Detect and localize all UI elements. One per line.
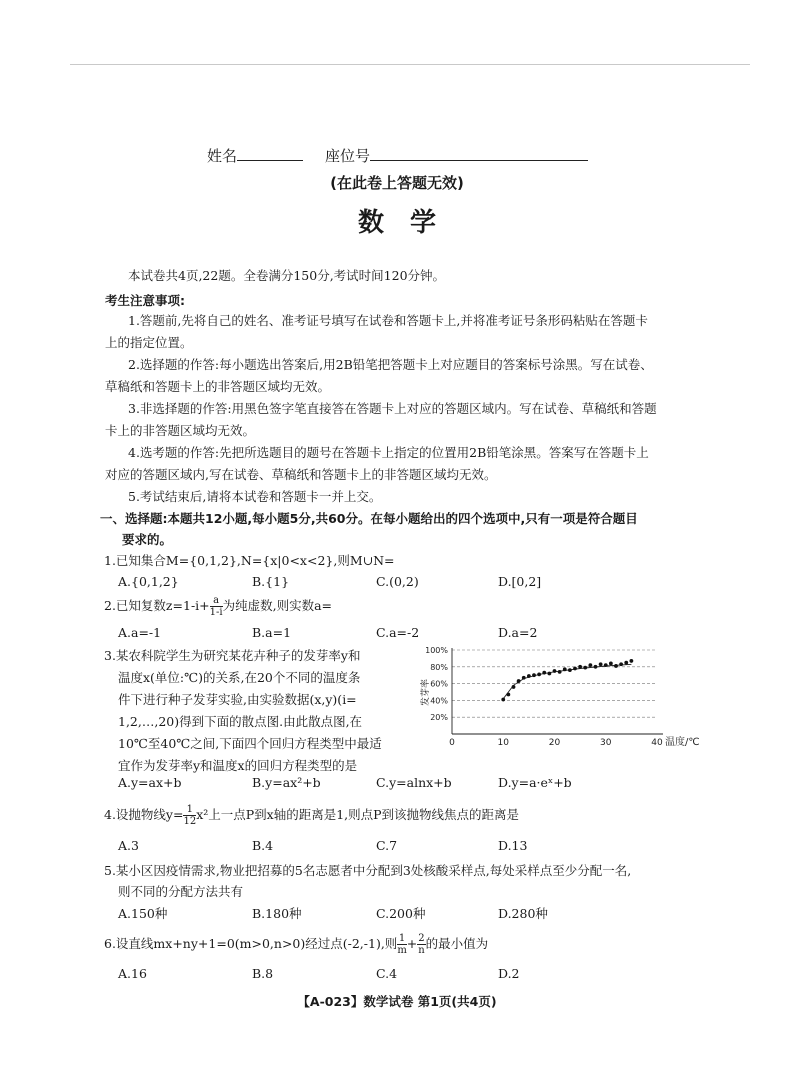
- x-tick-label: 10: [497, 738, 509, 748]
- question-3-line: 件下进行种子发芽实验,由实验数据(x,y)(i=: [118, 692, 357, 707]
- q2-option-c: C.a=-2: [376, 625, 420, 640]
- q2-option-b: B.a=1: [252, 625, 292, 640]
- y-tick-label: 20%: [430, 713, 448, 723]
- note-line: 卡上的非答题区域均无效。: [105, 423, 256, 438]
- q4-option-b: B.4: [252, 838, 274, 853]
- question-3-line: 10℃至40℃之间,下面四个回归方程类型中最适: [118, 736, 382, 751]
- name-field-label: 姓名: [207, 145, 303, 166]
- data-point: [619, 662, 623, 666]
- q2-option-d: D.a=2: [498, 625, 538, 640]
- data-point: [527, 674, 531, 678]
- data-point: [553, 669, 557, 673]
- subject-title: 数学: [357, 208, 462, 238]
- q3-option-b: B.y=ax²+b: [252, 775, 321, 790]
- q5-option-d: D.280种: [498, 906, 548, 921]
- notes-title: 考生注意事项:: [105, 293, 185, 308]
- x-tick-label: 30: [600, 738, 612, 748]
- question-4-stem: 4.设抛物线y= $\frac{1}{12}$ x²上一点P到x轴的距离是1,则点P到该抛物线焦点的距离是: [104, 804, 520, 827]
- data-point: [501, 698, 505, 702]
- data-point: [604, 663, 608, 667]
- note-line: 上的指定位置。: [105, 335, 193, 350]
- q3-option-c: C.y=alnx+b: [376, 775, 452, 790]
- x-tick-label: 20: [548, 738, 561, 748]
- name-blank: [237, 146, 303, 161]
- fraction: $\frac{2}{n}$: [418, 933, 425, 956]
- data-point: [573, 667, 577, 671]
- seat-blank: [370, 146, 588, 161]
- q5-option-b: B.180种: [252, 906, 302, 921]
- note-line: 2.选择题的作答:每小题选出答案后,用2B铅笔把答题卡上对应题目的答案标号涂黑。写在试卷、: [128, 357, 653, 372]
- question-2-stem: 2.已知复数z=1-i+ $\frac{a}{1-i}$ 为纯虚数,则实数a=: [104, 595, 332, 618]
- q6-option-c: C.4: [376, 966, 398, 981]
- note-line: 对应的答题区域内,写在试卷、草稿纸和答题卡上的非答题区域均无效。: [105, 467, 497, 482]
- data-point: [563, 667, 567, 671]
- question-5-stem-cont: 则不同的分配方法共有: [118, 884, 244, 899]
- question-3-line: 3.某农科院学生为研究某花卉种子的发芽率y和: [104, 648, 361, 663]
- q1-option-a: A.{0,1,2}: [118, 574, 179, 589]
- question-1-stem: 1.已知集合M={0,1,2},N={x|0<x<2},则M∪N=: [104, 553, 395, 568]
- question-3-line: 宜作为发芽率y和温度x的回归方程类型的是: [118, 758, 358, 773]
- x-tick-label: 40: [651, 738, 663, 748]
- note-line: 1.答题前,先将自己的姓名、准考证号填写在试卷和答题卡上,并将准考证号条形码粘贴在答题卡: [128, 313, 648, 328]
- q3-option-d: D.y=a·eˣ+b: [498, 775, 572, 790]
- y-tick-label: 100%: [425, 646, 448, 655]
- data-point: [522, 676, 526, 680]
- data-point: [517, 679, 521, 683]
- data-point: [583, 666, 587, 670]
- question-3-line: 温度x(单位:℃)的关系,在20个不同的温度条: [118, 670, 361, 685]
- q6-option-b: B.8: [252, 966, 274, 981]
- q6-option-d: D.2: [498, 966, 520, 981]
- data-point: [629, 659, 633, 663]
- data-point: [624, 661, 628, 665]
- question-3-line: 1,2,…,20)得到下面的散点图.由此散点图,在: [118, 714, 363, 729]
- note-line: 5.考试结束后,请将本试卷和答题卡一并上交。: [128, 489, 382, 504]
- section-heading: 一、选择题:本题共12小题,每小题5分,共60分。在每小题给出的四个选项中,只有一项是符合题目: [100, 511, 638, 526]
- q6-option-a: A.16: [118, 966, 147, 981]
- scatter-plot: [418, 640, 718, 752]
- q3-option-a: A.y=ax+b: [118, 775, 182, 790]
- note-line: 3.非选择题的作答:用黑色签字笔直接答在答题卡上对应的答题区域内。写在试卷、草稿纸和答题: [128, 401, 657, 416]
- data-point: [558, 670, 562, 674]
- x-axis-label: 温度/℃: [665, 737, 700, 748]
- data-point: [588, 663, 592, 667]
- y-tick-label: 40%: [430, 696, 448, 706]
- data-point: [542, 671, 546, 675]
- fraction: $\frac{a}{1-i}$: [209, 595, 223, 618]
- y-axis-label: 发芽率: [421, 678, 431, 706]
- question-6-stem: 6.设直线mx+ny+1=0(m>0,n>0)经过点(-2,-1),则 $\frac{1}{m}$ + $\frac{2}{n}$ 的最小值为: [104, 933, 489, 956]
- data-point: [599, 662, 603, 666]
- page-footer: 【A-023】数学试卷 第1页(共4页): [297, 994, 497, 1009]
- trend-curve: [503, 664, 631, 698]
- q4-option-a: A.3: [118, 838, 139, 853]
- data-point: [568, 668, 572, 672]
- q1-option-d: D.[0,2]: [498, 574, 542, 589]
- data-point: [614, 664, 618, 668]
- y-tick-label: 80%: [430, 662, 448, 672]
- top-rule: [70, 64, 750, 65]
- question-5-stem: 5.某小区因疫情需求,物业把招募的5名志愿者中分配到3处核酸采样点,每处采样点至少分配一名,: [104, 863, 632, 878]
- fraction: $\frac{1}{12}$: [183, 804, 197, 827]
- data-point: [537, 672, 541, 676]
- q2-option-a: A.a=-1: [118, 625, 162, 640]
- x-tick-label: 0: [449, 738, 455, 748]
- y-tick-label: 60%: [430, 679, 448, 689]
- q5-option-c: C.200种: [376, 906, 426, 921]
- intro-text: 本试卷共4页,22题。全卷满分150分,考试时间120分钟。: [128, 268, 446, 283]
- data-point: [609, 662, 613, 666]
- data-point: [547, 672, 551, 676]
- seat-field-label: 座位号: [325, 145, 588, 166]
- q1-option-b: B.{1}: [252, 574, 290, 589]
- q4-option-c: C.7: [376, 838, 398, 853]
- q5-option-a: A.150种: [118, 906, 168, 921]
- q1-option-c: C.(0,2): [376, 574, 419, 589]
- note-line: 4.选考题的作答:先把所选题目的题号在答题卡上指定的位置用2B铅笔涂黑。答案写在答题卡上: [128, 445, 649, 460]
- note-line: 草稿纸和答题卡上的非答题区域均无效。: [105, 379, 331, 394]
- data-point: [578, 665, 582, 669]
- data-point: [506, 693, 510, 697]
- data-point: [532, 673, 536, 677]
- q4-option-d: D.13: [498, 838, 528, 853]
- section-heading-cont: 要求的。: [122, 532, 173, 547]
- fraction: $\frac{1}{m}$: [397, 933, 407, 956]
- data-point: [594, 665, 598, 669]
- invalid-notice: (在此卷上答题无效): [330, 174, 464, 192]
- data-point: [512, 685, 516, 689]
